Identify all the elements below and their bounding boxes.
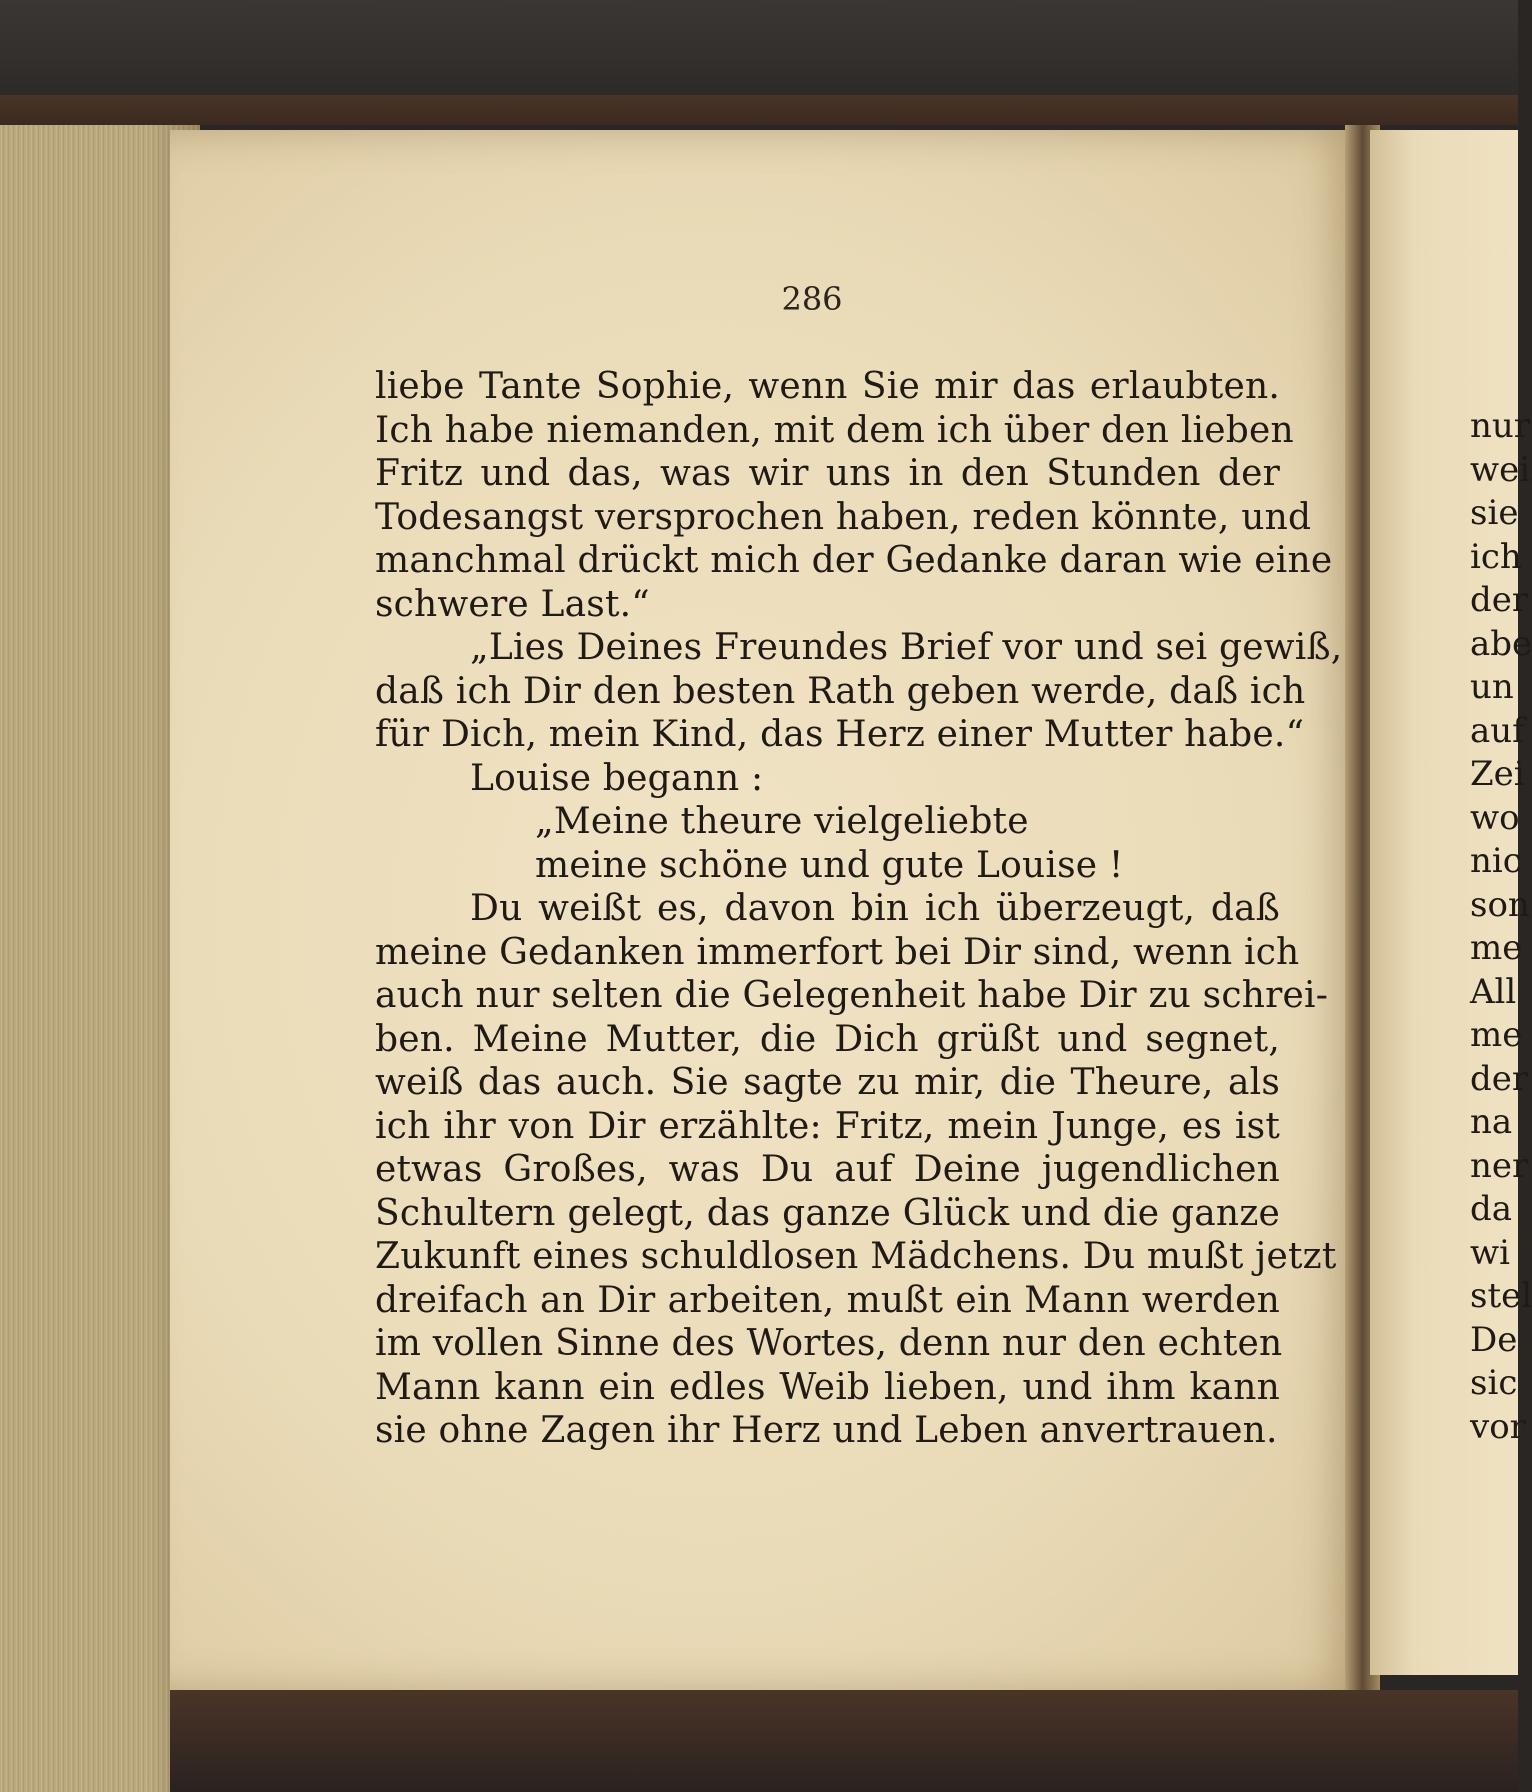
text-line: weiß das auch. Sie sagte zu mir, die Theure, als	[375, 1062, 1280, 1103]
right-page-fragment: wei	[1470, 449, 1531, 490]
right-page-fragment: ner	[1470, 1145, 1529, 1186]
text-line: schwere Last.“	[375, 583, 650, 625]
page-text	[375, 365, 1343, 1453]
text-line: meine Gedanken immerfort bei Dir sind, wenn ich	[375, 931, 1300, 973]
right-page-fragment: son	[1470, 884, 1530, 925]
text-line: „Lies Deines Freundes Brief vor und sei gewiß,	[470, 627, 1343, 668]
text-line: Louise begann :	[470, 757, 764, 799]
text-line: Todesangst versprochen haben, reden könnte, und	[375, 496, 1312, 538]
right-page-fragment: ich	[1470, 536, 1522, 577]
text-line: Mann kann ein edles Weib lieben, und ihm kann	[375, 1366, 1280, 1408]
background-bottom	[170, 1690, 1518, 1792]
book-binding	[0, 95, 1518, 125]
right-page-text-fragments	[1470, 405, 1532, 1449]
right-page-fragment: me	[1470, 1015, 1523, 1055]
right-page-fragment: der	[1470, 580, 1529, 620]
right-page-fragment: vor	[1470, 1406, 1526, 1447]
right-page-fragment: auf	[1470, 710, 1525, 751]
right-page-fragment: nur	[1470, 406, 1531, 446]
text-line: auch nur selten die Gelegenheit habe Dir zu schrei-	[375, 975, 1329, 1016]
text-line: Du weißt es, davon bin ich überzeugt, daß	[470, 888, 1280, 929]
text-line: „Meine theure vielgeliebte	[535, 801, 1029, 842]
right-page-fragment: abe	[1470, 623, 1532, 664]
text-line: daß ich Dir den besten Rath geben werde, daß ich	[375, 670, 1306, 712]
text-line: manchmal drückt mich der Gedanke daran wie eine	[375, 540, 1333, 581]
right-page-fragment: wi	[1470, 1232, 1510, 1273]
text-line: meine schöne und gute Louise !	[535, 844, 1124, 886]
page-number: 286	[781, 280, 843, 318]
right-page-fragment: De	[1470, 1319, 1518, 1360]
right-page-fragment: wo	[1470, 797, 1520, 838]
text-line: für Dich, mein Kind, das Herz einer Mutter habe.“	[375, 714, 1305, 755]
right-page-fragment: der	[1470, 1058, 1529, 1099]
right-page-fragment: All	[1470, 971, 1517, 1012]
right-page-fragment: me	[1470, 928, 1523, 968]
right-page-fragment: nic	[1470, 841, 1522, 881]
text-line: dreifach an Dir arbeiten, mußt ein Mann werden	[375, 1279, 1280, 1321]
text-line: Zukunft eines schuldlosen Mädchens. Du mußt jetzt	[375, 1236, 1337, 1277]
right-page-fragment: sic	[1470, 1363, 1518, 1403]
right-page-fragment: stel	[1470, 1276, 1532, 1316]
text-line: Ich habe niemanden, mit dem ich über den lieben	[375, 409, 1294, 451]
text-line: Schultern gelegt, das ganze Glück und die ganze	[375, 1192, 1280, 1234]
text-line: etwas Großes, was Du auf Deine jugendlichen	[375, 1149, 1280, 1190]
right-page-fragment: sie	[1470, 493, 1519, 533]
right-page-fragment: da	[1470, 1189, 1513, 1229]
text-line: liebe Tante Sophie, wenn Sie mir das erlaubten.	[375, 366, 1280, 407]
right-page-fragment: na	[1470, 1102, 1513, 1142]
right-page-fragment: Zei	[1470, 754, 1525, 794]
right-page-fragment: un	[1470, 667, 1514, 707]
text-line: Fritz und das, was wir uns in den Stunden der	[375, 453, 1280, 494]
text-line: sie ohne Zagen ihr Herz und Leben anvertrauen.	[375, 1410, 1278, 1451]
text-line: ich ihr von Dir erzählte: Fritz, mein Junge, es ist	[375, 1105, 1280, 1147]
background-top	[0, 0, 1518, 110]
text-line: ben. Meine Mutter, die Dich grüßt und segnet,	[375, 1018, 1280, 1060]
text-line: im vollen Sinne des Wortes, denn nur den echten	[375, 1323, 1283, 1364]
